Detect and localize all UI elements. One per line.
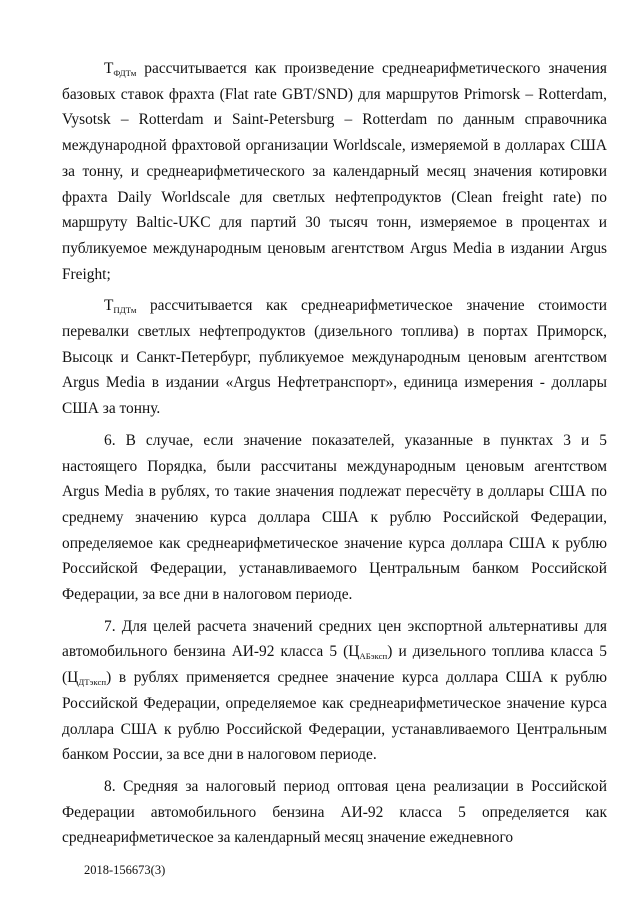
paragraph-7: [62, 614, 607, 768]
paragraph-6: [62, 428, 607, 608]
transshipment-symbol: Т: [104, 297, 114, 315]
paragraph-8: [62, 774, 607, 851]
paragraph-8-text: 8. Средняя за налоговый период оптовая цена реализации в Российской Федерации автомобильного бензина АИ-92 класса 5 определяется как среднеарифметическое за календарный месяц значение ежедневного: [62, 777, 607, 847]
paragraph-7-text-part-1: 7. Для целей расчета значений средних цен экспортной альтернативы для автомобильного бензина АИ-92 класса 5 (Ц: [62, 617, 607, 661]
transshipment-text: рассчитывается как среднеарифметическое значение стоимости перевалки светлых нефтепродуктов (дизельного топлива) в портах Приморск, Высоцк и Санкт-Петербург, публикуемое международным ценовым агентством Argus Media в издании «Argus Нефтетранспорт», единица измерения - доллары США за тонну.: [62, 297, 607, 418]
paragraph-7-text-part-3: ) в рублях применяется среднее значение курса доллара США к рублю Российской Федерации, определяемое как среднеарифметическое значение курса доллара США к рублю Российской Федерации, устанавливаемого Центральным банком России, за все дни в налоговом периоде.: [62, 669, 607, 764]
diesel-export-subscript: ДТэксп: [78, 677, 107, 688]
freight-symbol: Т: [104, 60, 114, 77]
paragraph-6-text: 6. В случае, если значение показателей, указанные в пунктах 3 и 5 настоящего Порядка, были рассчитаны международным ценовым агентством Argus Media в рублях, то такие значения подлежат пересчёту в доллары США по среднему значению курса доллара США к рублю Российской Федерации, определяемое как среднеарифметическое значение курса доллара США к рублю Российской Федерации, устанавливаемого Центральным банком Российской Федерации, за все дни в налоговом периоде.: [62, 431, 607, 604]
paragraph-7-text-part-2: ) и дизельного топлива класса 5 (Ц: [62, 643, 607, 687]
paragraph-freight-rate: [62, 56, 607, 287]
freight-rate-text: рассчитывается как произведение среднеарифметического значения базовых ставок фрахта (Flat rate GBT/SND) для маршрутов Primorsk – Rotterdam, Vysotsk – Rotterdam и Saint-Petersburg – Rotterdam по данным справочника международной фрахтовой организации Worldscale, измеряемой в долларах США за тонну, и среднеарифметического за календарный месяц значения котировки фрахта Daily Worldscale для светлых нефтепродуктов (Clean freight rate) по маршруту Baltic-UKC для партий 30 тысяч тонн, измеряемое в процентах и публикуемое международным ценовым агентством Argus Media в издании Argus Freight;: [62, 60, 607, 283]
gasoline-export-subscript: АБэксп: [359, 651, 388, 662]
document-code: 2018-156673(3): [84, 863, 166, 877]
freight-symbol-subscript: ФДТм: [113, 68, 137, 78]
transshipment-symbol-subscript: ПДТм: [113, 305, 137, 316]
paragraph-transshipment: [62, 293, 607, 422]
document-body: [62, 56, 607, 851]
